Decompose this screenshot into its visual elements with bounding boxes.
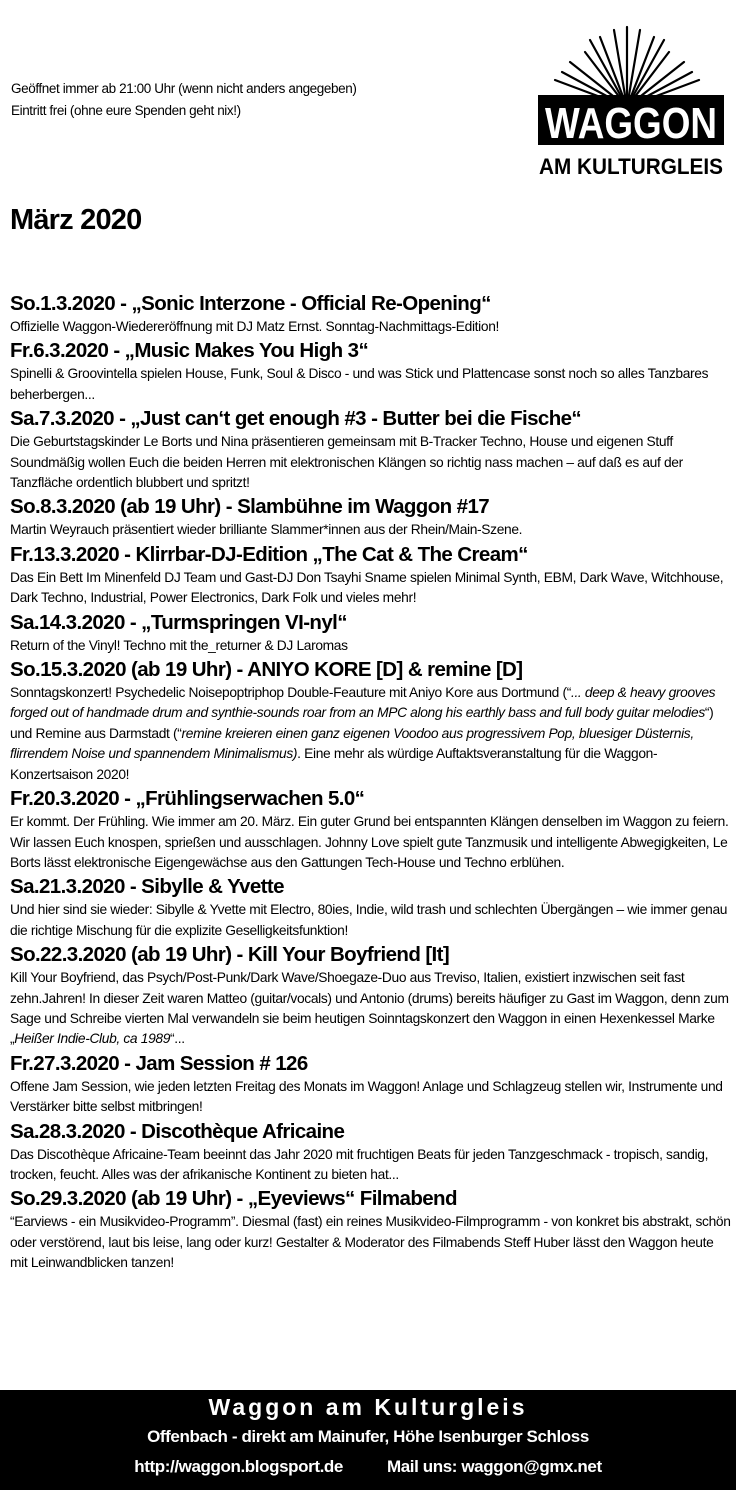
- event-title: Fr.27.3.2020 - Jam Session # 126: [10, 1051, 308, 1075]
- event-title: Fr.6.3.2020 - „Music Makes You High 3“: [10, 339, 369, 363]
- event-title: So.1.3.2020 - „Sonic Interzone - Official Re-Opening“: [10, 292, 491, 315]
- description-text: Spinelli & Groovintella spielen House, Funk, Soul & Disco - und was Stick und Plattencase sonst noch so alles Tanzbares beherbergen...: [10, 366, 709, 402]
- event-title: Fr.13.3.2020 - Klirrbar-DJ-Edition „The Cat & The Cream“: [10, 542, 528, 566]
- event-title: Fr.20.3.2020 - „Frühlingserwachen 5.0“: [10, 787, 365, 811]
- event-item: [10, 874, 734, 941]
- event-description: [10, 1212, 734, 1273]
- event-item: [10, 1119, 734, 1186]
- admission-text: Eintritt frei (ohne eure Spenden geht nix!): [11, 103, 241, 118]
- event-title: So.29.3.2020 (ab 19 Uhr) - „Eyeviews“ Filmabend: [10, 1187, 457, 1211]
- event-description: [10, 317, 734, 337]
- event-description: [10, 900, 734, 941]
- event-description: [10, 520, 734, 540]
- event-description: [10, 968, 734, 1050]
- quote-text: remine kreieren einen ganz eigenen Voodoo aus progressivem Pop, bluesiger Düsternis, flirrendem Noise und spannendem Minimalismus): [10, 725, 694, 762]
- event-item: [10, 338, 734, 405]
- mail-link[interactable]: Mail uns: waggon@gmx.net: [386, 1457, 602, 1476]
- description-text: Offene Jam Session, wie jeden letzten Freitag des Monats im Waggon! Anlage und Schlagzeug stellen wir, Instrumente und Verstärker bitte selbst mitbringen!: [10, 1078, 723, 1115]
- description-text: Er kommt. Der Frühling. Wie immer am 20. März. Ein guter Grund bei entspannten Klängen denselben im Waggon zu feiern. Wir lassen Euch knospen, sprießen und ausschlagen. Johnny Love spielt gute Tanzmusik und intelligente Abwegigkeiten, Le Borts lässt elektronische Eigengewächse aus den Gattungen Tech-House und Techno erblühen.: [10, 814, 729, 870]
- svg-text:AM KULTURGLEIS: AM KULTURGLEIS: [539, 154, 723, 179]
- waggon-logo: [530, 22, 724, 178]
- event-title: Sa.14.3.2020 - „Turmspringen VI-nyl“: [10, 610, 347, 634]
- event-description: [10, 432, 734, 493]
- opening-hours-text: Geöffnet immer ab 21:00 Uhr (wenn nicht anders angegeben): [11, 81, 357, 96]
- event-item: [10, 786, 734, 873]
- event-description: [10, 812, 734, 873]
- opening-info: [11, 78, 356, 122]
- website-link[interactable]: http://waggon.blogsport.de: [134, 1457, 343, 1476]
- event-list: [10, 291, 734, 1275]
- description-text: Das Discothèque Africaine-Team beeinnt das Jahr 2020 mit fruchtigen Beats für jeden Tanzgeschmack - tropisch, sandig, trocken, feucht. Alles was der afrikanische Kontinent zu bieten hat...: [10, 1146, 709, 1182]
- footer-address: Offenbach - direkt am Mainufer, Höhe Isenburger Schloss: [147, 1427, 589, 1446]
- event-item: [10, 657, 734, 785]
- event-title: So.22.3.2020 (ab 19 Uhr) - Kill Your Boyfriend [It]: [10, 943, 450, 967]
- event-description: [10, 1077, 734, 1118]
- description-text: Kill Your Boyfriend, das Psych/Post-Punk/Dark Wave/Shoegaze-Duo aus Treviso, Italien, existiert inzwischen seit fast zehn.Jahren! In dieser Zeit waren Matteo (guitar/vocals) und Antonio (drums) bereits häufiger zu Gast im Waggon, denn zum Sage und Schreibe vierten Mal verwandeln sie beim heutigen Soinntagskonzert den Waggon in einen Hexenkessel Marke „: [10, 970, 729, 1047]
- quote-text: Heißer Indie-Club, ca 1989: [14, 1031, 171, 1047]
- description-text: “Earviews - ein Musikvideo-Programm”. Diesmal (fast) ein reines Musikvideo-Filmprogramm - von konkret bis abstrakt, schön oder verstörend, laut bis leise, lang oder kurz! Gestalter & Moderator des Filmabends Steff Huber lässt den Waggon heute mit Leinwandblicken tanzen!: [10, 1214, 731, 1271]
- description-text: Return of the Vinyl! Techno mit the_returner & DJ Laromas: [10, 637, 348, 653]
- svg-text:WAGGON: WAGGON: [545, 99, 717, 148]
- footer: [0, 1390, 736, 1490]
- event-item: [10, 406, 734, 493]
- event-item: [10, 1051, 734, 1118]
- page-title: März 2020: [10, 204, 142, 236]
- event-description: [10, 636, 734, 656]
- description-text: Offizielle Waggon-Wiedereröffnung mit DJ Matz Ernst. Sonntag-Nachmittags-Edition!: [10, 319, 500, 334]
- description-text: Und hier sind sie wieder: Sibylle & Yvette mit Electro, 80ies, Indie, wild trash und schlechten Übergängen – wie immer genau die richtige Mischung für die explizite Geselligkeitsfunktion!: [10, 902, 728, 938]
- description-text: “...: [170, 1031, 185, 1047]
- event-item: [10, 542, 734, 609]
- event-item: [10, 494, 734, 540]
- event-item: [10, 942, 734, 1050]
- event-title: Sa.21.3.2020 - Sibylle & Yvette: [10, 875, 284, 899]
- description-text: “) und Remine aus Darmstadt (“: [10, 705, 714, 741]
- event-title: Sa.7.3.2020 - „Just can‘t get enough #3 - Butter bei die Fische“: [10, 407, 582, 431]
- event-description: [10, 1145, 734, 1186]
- event-description: [10, 364, 734, 405]
- description-text: Sonntagskonzert! Psychedelic Noisepoptriphop Double-Feauture mit Aniyo Kore aus Dortmund (“: [10, 685, 571, 701]
- description-text: Martin Weyrauch präsentiert wieder brilliante Slammer*innen aus der Rhein/Main-Szene.: [10, 522, 523, 538]
- event-description: [10, 683, 734, 785]
- event-item: [10, 1186, 734, 1273]
- description-text: Das Ein Bett Im Minenfeld DJ Team und Gast-DJ Don Tsayhi Sname spielen Minimal Synth, EBM, Dark Wave, Witchhouse, Dark Techno, Industrial, Power Electronics, Dark Folk und vieles mehr!: [10, 569, 724, 606]
- event-title: So.8.3.2020 (ab 19 Uhr) - Slambühne im Waggon #17: [10, 495, 490, 519]
- footer-title: Waggon am Kulturgleis: [208, 1394, 528, 1420]
- event-item: [10, 291, 734, 337]
- event-title: Sa.28.3.2020 - Discothèque Africaine: [10, 1119, 345, 1143]
- event-title: So.15.3.2020 (ab 19 Uhr) - ANIYO KORE [D] & remine [D]: [10, 658, 523, 682]
- description-text: Die Geburtstagskinder Le Borts und Nina präsentieren gemeinsam mit B-Tracker Techno, House und eigenen Stuff Soundmäßig wollen Euch die beiden Herren mit elektronischen Klängen so richtig nass machen – auf daß es auf der Tanzfläche ordentlich blubbert und spritzt!: [10, 434, 683, 491]
- quote-text: ... deep & heavy grooves forged out of handmade drum and synthie-sounds roar from an MPC along his earthly bass and full body guitar melodies: [10, 685, 716, 721]
- event-description: [10, 568, 734, 609]
- description-text: . Eine mehr als würdige Auftaktsveranstaltung für die Waggon-Konzertsaison 2020!: [10, 746, 658, 782]
- event-item: [10, 610, 734, 656]
